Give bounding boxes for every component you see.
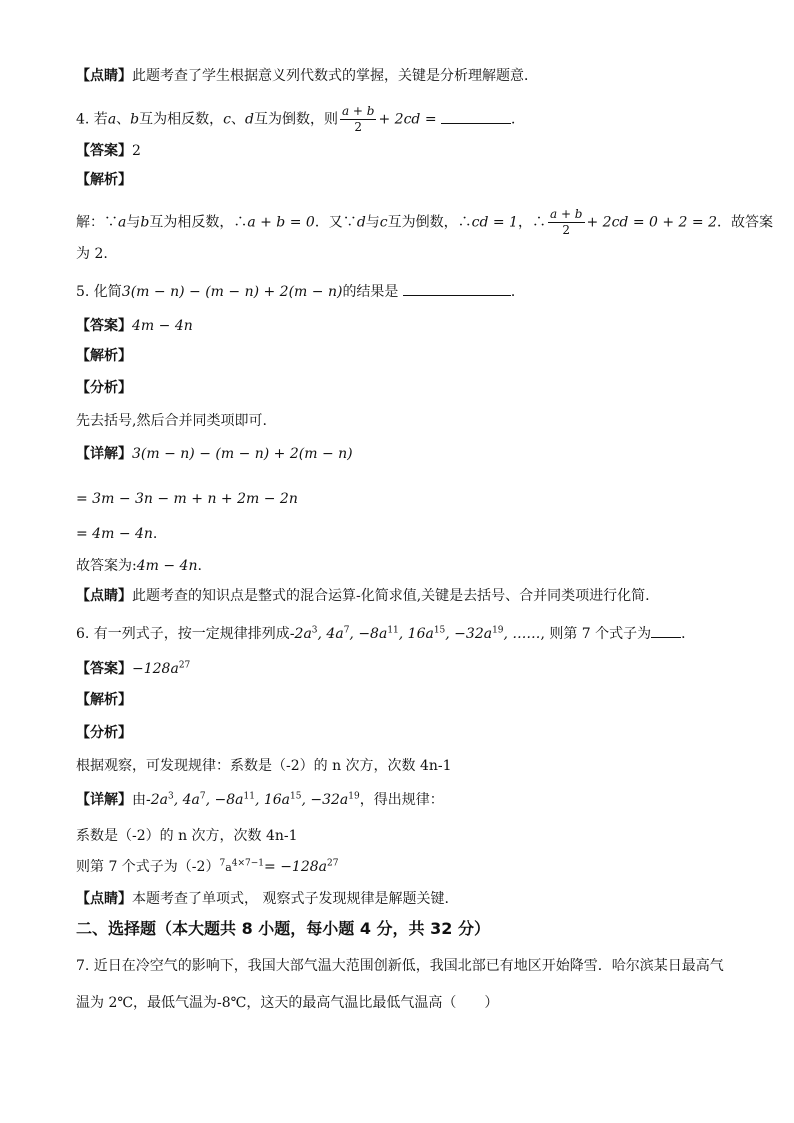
punctuation: .: [197, 558, 202, 574]
term: -2a: [289, 626, 312, 642]
comment-line: [76, 889, 449, 909]
detail-text: ，得出规律：: [359, 792, 444, 808]
analysis-sub-tag: 【分析】: [76, 380, 132, 396]
result-text: 故答案为:: [76, 558, 137, 574]
question-4: [76, 104, 525, 135]
math-expression: 3(m − n) − (m − n) + 2(m − n): [121, 284, 343, 300]
solution-text: ，∴: [517, 214, 546, 231]
question-7-cont: [76, 993, 498, 1013]
term: , −32a: [445, 626, 493, 642]
detail-tag: 【详解】: [76, 792, 132, 808]
fraction-numerator: a + b: [341, 104, 375, 118]
question-text: 互为相反数，: [139, 111, 224, 128]
solution-text: 互为倒数，∴: [387, 214, 472, 231]
question-7: [76, 956, 724, 976]
detail-line: [76, 790, 444, 810]
punctuation: .: [152, 526, 158, 542]
math-expression: cd = 1: [471, 214, 518, 231]
var-b: b: [130, 111, 140, 128]
detail-text: 系数是（-2）的 n 次方，次数 4n-1: [76, 828, 298, 844]
punctuation: ．: [510, 284, 525, 300]
math-expression: + 2cd = 0 + 2 = 2: [586, 214, 718, 231]
comment-text: 此题考查了学生根据意义列代数式的掌握，关键是分析理解题意．: [132, 68, 538, 84]
exponent: 11: [387, 625, 399, 636]
solution-line-cont: [76, 244, 108, 264]
solution-text: ．又∵: [314, 214, 357, 231]
analysis-tag: 【解析】: [76, 348, 132, 364]
separator: 、: [116, 111, 131, 128]
fraction: [340, 104, 377, 135]
detail-step: [76, 826, 298, 846]
answer-value: 4m − 4n: [132, 318, 193, 334]
solution-text: 为 2.: [76, 246, 108, 262]
answer-line: [76, 141, 141, 161]
math-expression: a + b = 0: [247, 214, 315, 231]
answer-line: [76, 316, 193, 336]
detail-text: 则第 7 个式子为（-2）: [76, 859, 220, 875]
question-text: 温为 2℃，最低气温为-8℃，这天的最高气温比最低气温高（ ）: [76, 995, 499, 1011]
section-heading: [76, 919, 490, 940]
question-number: 5. 化简: [76, 284, 122, 300]
term: , 4a: [173, 792, 200, 808]
analysis-sub-line: [76, 378, 132, 398]
math-expression: 4m − 4n: [136, 558, 198, 574]
term: , 4a: [317, 626, 344, 642]
question-5: [76, 281, 525, 302]
comment-tag: 【点睛】: [76, 891, 132, 907]
comment-text: 此题考查的知识点是整式的混合运算-化简求值,关键是去括号、合并同类项进行化简.: [132, 588, 650, 604]
var-c: c: [379, 214, 388, 231]
analysis-line: [76, 690, 132, 710]
var-c: c: [223, 111, 231, 128]
exponent: 15: [290, 791, 302, 802]
math-expression: = 3m − 3n − m + n + 2m − 2n: [76, 491, 298, 507]
math-expression: = −128a: [264, 859, 327, 875]
solution-text: 与: [126, 214, 141, 231]
comment-text: 本题考查了单项式， 观察式子发现规律是解题关键.: [132, 891, 449, 907]
analysis-tag: 【解析】: [76, 692, 132, 708]
exponent: 4×7−1: [231, 858, 265, 869]
term: , −32a: [301, 792, 349, 808]
question-text: 的结果是: [342, 284, 399, 300]
analysis-tag: 【解析】: [76, 172, 132, 188]
solution-text: 互为相反数，∴: [149, 214, 248, 231]
term: , 16a: [398, 626, 434, 642]
term: , 16a: [254, 792, 291, 808]
punctuation: ．: [511, 111, 526, 128]
solution-text: 与: [365, 214, 380, 231]
solution-text: 解：∵: [76, 214, 118, 231]
question-text: 互为倒数，则: [253, 111, 338, 128]
exponent: 27: [327, 858, 339, 869]
question-6: [76, 623, 695, 644]
analysis-text: 根据观察，可发现规律：系数是（-2）的 n 次方，次数 4n-1: [76, 758, 452, 774]
solution-text: ．故答案: [717, 214, 774, 231]
detail-step: [76, 489, 298, 509]
var-d: d: [244, 111, 254, 128]
solution-line: [76, 207, 773, 238]
comment-tag: 【点睛】: [76, 588, 132, 604]
analysis-sub-line: [76, 723, 132, 743]
exponent: 7: [343, 625, 350, 636]
question-text: 7. 近日在冷空气的影响下，我国大部气温大范围创新低，我国北部已有地区开始降雪．哈尔滨某日最高气: [76, 958, 724, 974]
exponent: 15: [433, 625, 446, 636]
answer-tag: 【答案】: [76, 143, 132, 159]
question-number: 4. 若: [76, 111, 108, 128]
exponent: 11: [243, 791, 255, 802]
exponent: 19: [492, 625, 504, 636]
answer-value: 2: [132, 143, 141, 159]
exponent: 3: [167, 791, 174, 802]
fraction: [548, 207, 585, 238]
var-a: a: [107, 111, 117, 128]
analysis-text-line: [76, 756, 452, 776]
var-b: b: [140, 214, 150, 231]
term: , −8a: [349, 626, 388, 642]
answer-tag: 【答案】: [76, 661, 132, 677]
detail-text: 由: [132, 792, 146, 808]
question-text: , 则第 7 个式子为: [540, 626, 652, 642]
math-expression: + 2cd =: [378, 111, 437, 128]
fraction-denominator: 2: [354, 120, 363, 134]
term: a: [225, 861, 232, 874]
answer-blank: [651, 623, 681, 638]
detail-step: [76, 857, 338, 878]
answer-tag: 【答案】: [76, 318, 132, 334]
result-line: [76, 556, 202, 576]
var-d: d: [356, 214, 366, 231]
punctuation: ．: [681, 626, 696, 642]
detail-line: [76, 444, 353, 464]
fraction-denominator: 2: [562, 223, 571, 237]
term: , −8a: [205, 792, 244, 808]
comment-line: [76, 66, 538, 86]
exponent: 7: [219, 858, 226, 869]
exponent: 19: [348, 791, 360, 802]
math-expression: = 4m − 4n: [76, 526, 153, 542]
analysis-line: [76, 170, 132, 190]
analysis-text-line: [76, 411, 267, 431]
answer-blank: [403, 281, 511, 296]
term: , ……: [503, 626, 541, 642]
answer-blank: [441, 109, 511, 124]
comment-tag: 【点睛】: [76, 68, 132, 84]
exponent: 27: [178, 660, 191, 671]
comment-line: [76, 586, 650, 606]
question-number: 6. 有一列式子，按一定规律排列成: [76, 626, 290, 642]
analysis-line: [76, 346, 132, 366]
separator: 、: [230, 111, 245, 128]
analysis-text: 先去括号,然后合并同类项即可.: [76, 413, 267, 429]
detail-step: [76, 524, 157, 544]
fraction-numerator: a + b: [549, 207, 583, 221]
math-expression: 3(m − n) − (m − n) + 2(m − n): [132, 446, 353, 462]
section-title: 二、选择题（本大题共 8 小题，每小题 4 分，共 32 分）: [76, 919, 490, 938]
exponent: 3: [311, 625, 318, 636]
answer-value: −128a: [132, 661, 179, 677]
exponent: 7: [199, 791, 206, 802]
var-a: a: [118, 214, 127, 231]
detail-tag: 【详解】: [76, 446, 132, 462]
analysis-sub-tag: 【分析】: [76, 725, 132, 741]
answer-line: [76, 659, 190, 679]
term: -2a: [146, 792, 168, 808]
